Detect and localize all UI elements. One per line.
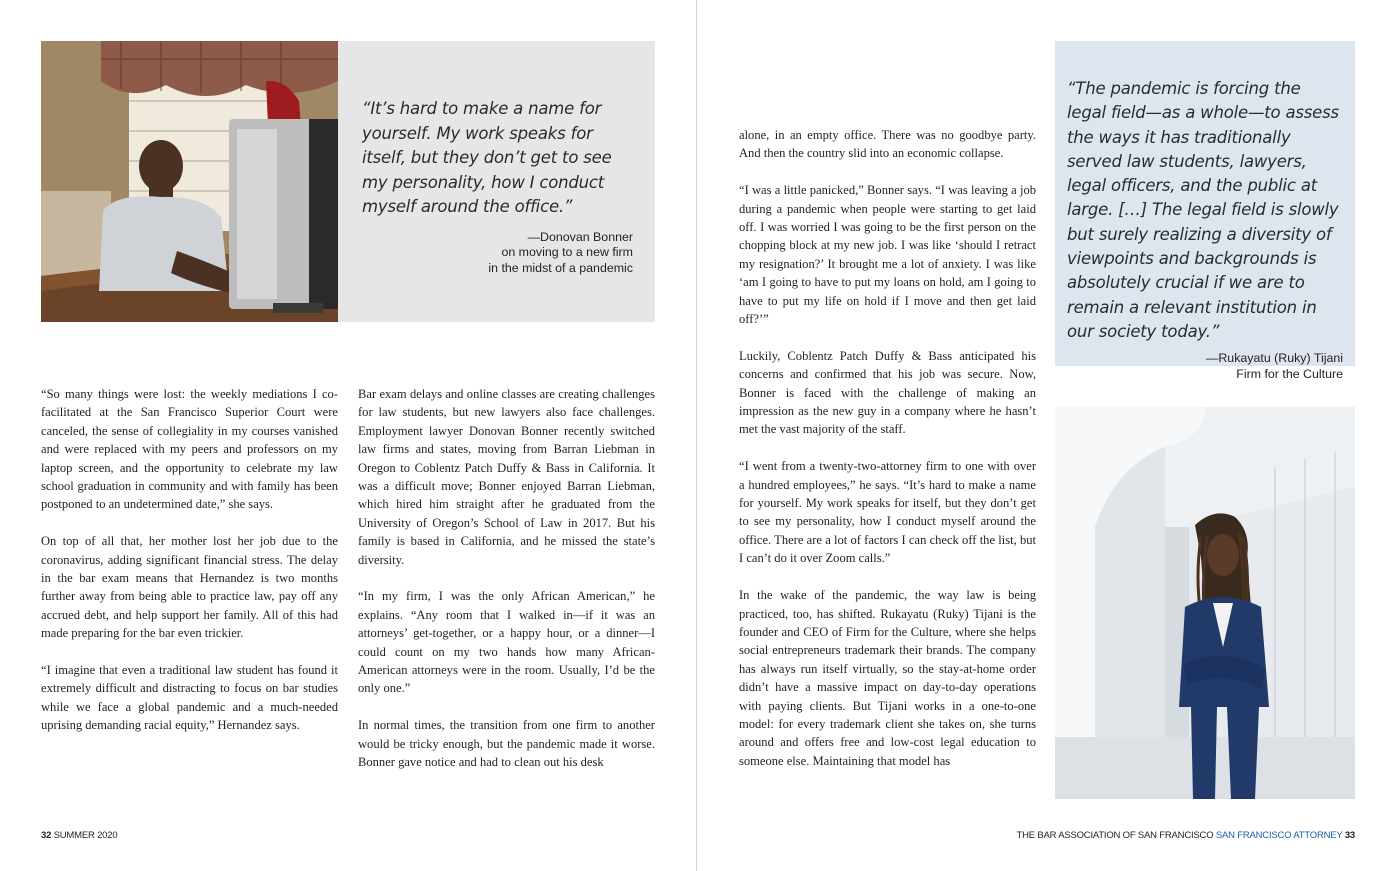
pull-quote-text: “The pandemic is forcing the legal field—as a whole—to assess the ways it has traditionally served law students, lawyers, legal officers, and the public at large. […] The legal field is slowly but surely realizing a diversity of viewpoints and backgrounds is absolutely crucial if we are to remain a relevant institution in our society today.”	[1067, 79, 1339, 341]
attribution-line: Firm for the Culture	[1236, 366, 1343, 381]
article-column-2	[358, 385, 655, 790]
body-paragraph: In the wake of the pandemic, the way law is being practiced, too, has shifted. Rukayatu (Ruky) Tijani is the founder and CEO of Firm for the Culture, where she helps social entrepreneurs trademark their brands. The company has always run itself virtually, so the stay-at-home order didn’t have a massive impact on day-to-day operations with paying clients. But Tijani works in a one-to-one model: for every trademark client she takes on, she turns around and offers free and low-cost legal education to someone else. Maintaining that model has	[739, 588, 1036, 768]
body-paragraph: “I imagine that even a traditional law student has found it extremely difficult and distracting to focus on bar studies while we face a global pandemic and a much-needed uprising demanding racial equity,” Hernandez says.	[41, 663, 338, 733]
magazine-title: SAN FRANCISCO ATTORNEY	[1215, 830, 1343, 841]
pull-quote-box-tijani	[1055, 41, 1355, 381]
pull-quote-text: “It’s hard to make a name for yourself. My work speaks for itself, but they don’t get to see my personality, how I conduct myself around the office.”	[362, 99, 612, 216]
body-paragraph: “In my firm, I was the only African American,” he explains. “Any room that I walked in—if it was an attorneys’ get-together, or a happy hour, or a dinner—I could count on my two hands how many African-American attorneys were in the room. Usually, I’d be the only one.”	[358, 589, 655, 696]
attribution-line: on moving to a new firm	[501, 245, 633, 259]
body-paragraph: “I went from a twenty-two-attorney firm to one with over a hundred employees,” he says. “It’s hard to make a name for yourself. My work speaks for itself, but they don’t get to see my personality, how I conduct myself around the office. There are a lot of factors I can check off the list, but I can’t do it over Zoom calls.”	[739, 459, 1036, 566]
page-number: 33	[1344, 830, 1355, 841]
body-paragraph: Bar exam delays and online classes are creating challenges for law students, but new lawyers also face challenges. Employment lawyer Donovan Bonner recently switched law firms and states, moving from Barran Liebman in Oregon to Coblentz Patch Duffy & Bass in California. It was a difficult move; Bonner enjoyed Barran Liebman, which hired him straight after he graduated from the University of Oregon’s School of Law in 2017. But his family is based in California, and he missed the state’s diversity.	[358, 387, 655, 567]
article-column-1	[41, 385, 338, 753]
footer-right	[1017, 830, 1356, 841]
body-paragraph: “I was a little panicked,” Bonner says. “I was leaving a job during a pandemic when people were starting to get laid off. I was worried I was going to be the first person on the chopping block at my new job. I was like ‘should I retract my resignation?’ It brought me a lot of anxiety. I was like ‘am I going to have to put my loans on hold, am I going to have to put my life on hold if I move and then get laid off?’”	[739, 183, 1036, 327]
pull-quote-attribution	[1067, 351, 1343, 382]
body-paragraph: In normal times, the transition from one firm to another would be tricky enough, but the pandemic made it worse. Bonner gave notice and had to clean out his desk	[358, 718, 655, 770]
body-paragraph: “So many things were lost: the weekly mediations I co-facilitated at the San Francisco Superior Court were canceled, the sense of collegiality in my courses vanished and were replaced with my peers and professors on my laptop screen, and the opportunity to celebrate my law school graduation in community and with family has been postponed to an undetermined date,” she says.	[41, 387, 338, 512]
photo-rukayatu-tijani	[1055, 407, 1355, 799]
attribution-name: —Rukayatu (Ruky) Tijani	[1205, 351, 1343, 366]
pull-quote-attribution	[362, 230, 633, 277]
body-paragraph: On top of all that, her mother lost her job due to the coronavirus, adding significant financial stress. The delay in the bar exam means that Hernandez is two months further away from being able to practice law, pay off any accrued debt, and help support her family. All of this had made preparing for the bar even trickier.	[41, 534, 338, 641]
page-gutter	[696, 0, 697, 871]
issue-label: SUMMER 2020	[53, 830, 118, 841]
attribution-name: —Donovan Bonner	[527, 229, 633, 244]
body-paragraph: alone, in an empty office. There was no goodbye party. And then the country slid into an economic collapse.	[739, 128, 1036, 161]
publisher-label: THE BAR ASSOCIATION OF SAN FRANCISCO	[1016, 830, 1214, 841]
body-paragraph: Luckily, Coblentz Patch Duffy & Bass anticipated his concerns and confirmed that his job was secure. Now, Bonner is faced with the challenge of making an impression as the new guy in a company where he hasn’t met the vast majority of the staff.	[739, 348, 1036, 437]
photo-donovan-bonner	[41, 41, 338, 322]
article-column-3	[739, 126, 1036, 789]
page-number: 32	[41, 830, 52, 841]
pull-quote-box-bonner	[338, 41, 655, 322]
attribution-line: in the midst of a pandemic	[488, 260, 633, 275]
footer-left	[41, 830, 117, 841]
